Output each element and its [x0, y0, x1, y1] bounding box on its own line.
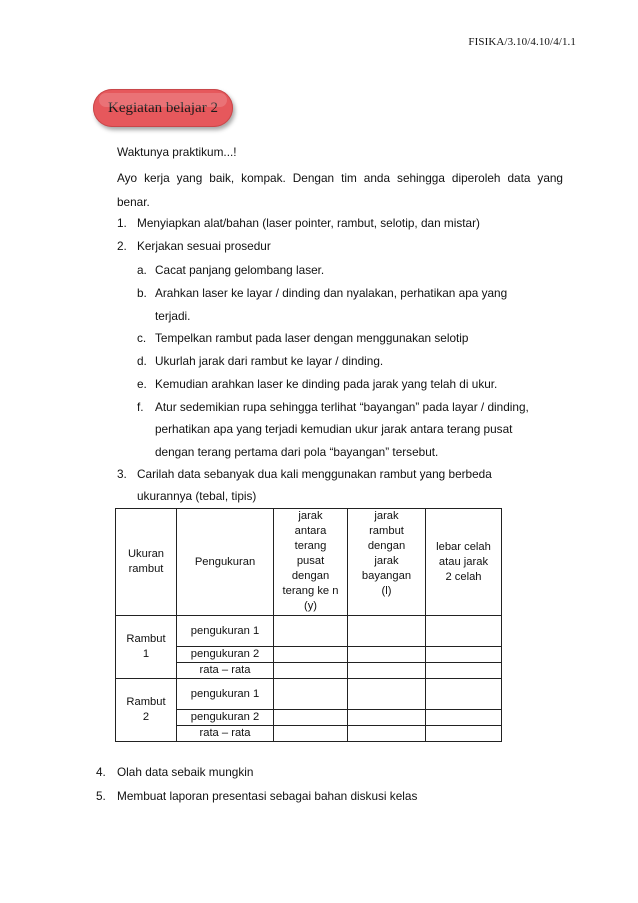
data-cell[interactable] — [274, 647, 348, 663]
table-row — [116, 616, 502, 647]
substep-f-text-cont-2: dengan terang pertama dari pola “bayangan” tersebut. — [155, 445, 439, 459]
row-label: pengukuran 2 — [177, 710, 274, 726]
substep-c-text: Tempelkan rambut pada laser dengan menggunakan selotip — [155, 331, 469, 345]
data-cell[interactable] — [274, 710, 348, 726]
step-2-number: 2. — [117, 239, 127, 253]
header-lebar-celah: lebar celah atau jarak 2 celah — [426, 509, 502, 616]
data-cell[interactable] — [426, 679, 502, 710]
document-code: FISIKA/3.10/4.10/4/1.1 — [468, 36, 576, 48]
header-ukuran-rambut: Ukuran rambut — [116, 509, 177, 616]
row-label: pengukuran 1 — [177, 679, 274, 710]
table-header-row — [116, 509, 502, 616]
group-label-rambut-1: Rambut 1 — [116, 616, 177, 679]
data-cell[interactable] — [348, 647, 426, 663]
table-row — [116, 679, 502, 710]
intro-line-1: Waktunya praktikum...! — [117, 145, 237, 159]
step-2-text: Kerjakan sesuai prosedur — [137, 239, 271, 253]
data-cell[interactable] — [274, 663, 348, 679]
step-1-text: Menyiapkan alat/bahan (laser pointer, rambut, selotip, dan mistar) — [137, 216, 480, 230]
substep-d-letter: d. — [137, 354, 147, 368]
row-label: pengukuran 2 — [177, 647, 274, 663]
intro-line-2: Ayo kerja yang baik, kompak. Dengan tim anda sehingga diperoleh data yang — [117, 171, 563, 185]
header-pengukuran: Pengukuran — [177, 509, 274, 616]
substep-b-letter: b. — [137, 286, 147, 300]
data-table — [115, 508, 502, 742]
substep-e-text: Kemudian arahkan laser ke dinding pada jarak yang telah di ukur. — [155, 377, 498, 391]
data-cell[interactable] — [274, 616, 348, 647]
substep-f-text: Atur sedemikian rupa sehingga terlihat “bayangan” pada layar / dinding, — [155, 400, 529, 414]
data-cell[interactable] — [348, 616, 426, 647]
data-cell[interactable] — [348, 726, 426, 742]
row-label: rata – rata — [177, 726, 274, 742]
substep-b-text-cont: terjadi. — [155, 309, 191, 323]
substep-e-letter: e. — [137, 377, 147, 391]
data-cell[interactable] — [426, 710, 502, 726]
data-cell[interactable] — [426, 726, 502, 742]
data-cell[interactable] — [426, 647, 502, 663]
step-5-number: 5. — [96, 789, 106, 803]
data-cell[interactable] — [348, 663, 426, 679]
step-4-number: 4. — [96, 765, 106, 779]
step-3-number: 3. — [117, 467, 127, 481]
data-cell[interactable] — [274, 726, 348, 742]
intro-line-2-end: benar. — [117, 195, 150, 209]
step-1-number: 1. — [117, 216, 127, 230]
data-cell[interactable] — [348, 679, 426, 710]
substep-f-letter: f. — [137, 400, 144, 414]
section-badge: Kegiatan belajar 2 — [93, 89, 233, 127]
data-cell[interactable] — [274, 679, 348, 710]
substep-a-letter: a. — [137, 263, 147, 277]
substep-b-text: Arahkan laser ke layar / dinding dan nyalakan, perhatikan apa yang — [155, 286, 508, 300]
data-cell[interactable] — [426, 663, 502, 679]
substep-a-text: Cacat panjang gelombang laser. — [155, 263, 325, 277]
step-4-text: Olah data sebaik mungkin — [117, 765, 254, 779]
substep-f-text-cont-1: perhatikan apa yang terjadi kemudian ukur jarak antara terang pusat — [155, 422, 513, 436]
data-cell[interactable] — [426, 616, 502, 647]
step-5-text: Membuat laporan presentasi sebagai bahan diskusi kelas — [117, 789, 418, 803]
data-cell[interactable] — [348, 710, 426, 726]
header-jarak-rambut: jarak rambut dengan jarak bayangan (l) — [348, 509, 426, 616]
header-jarak-terang: jarak antara terang pusat dengan terang ke n (y) — [274, 509, 348, 616]
substep-d-text: Ukurlah jarak dari rambut ke layar / dinding. — [155, 354, 384, 368]
row-label: rata – rata — [177, 663, 274, 679]
step-3-text: Carilah data sebanyak dua kali menggunakan rambut yang berbeda — [137, 467, 492, 481]
row-label: pengukuran 1 — [177, 616, 274, 647]
substep-c-letter: c. — [137, 331, 147, 345]
group-label-rambut-2: Rambut 2 — [116, 679, 177, 742]
step-3-text-cont: ukurannya (tebal, tipis) — [137, 489, 257, 503]
